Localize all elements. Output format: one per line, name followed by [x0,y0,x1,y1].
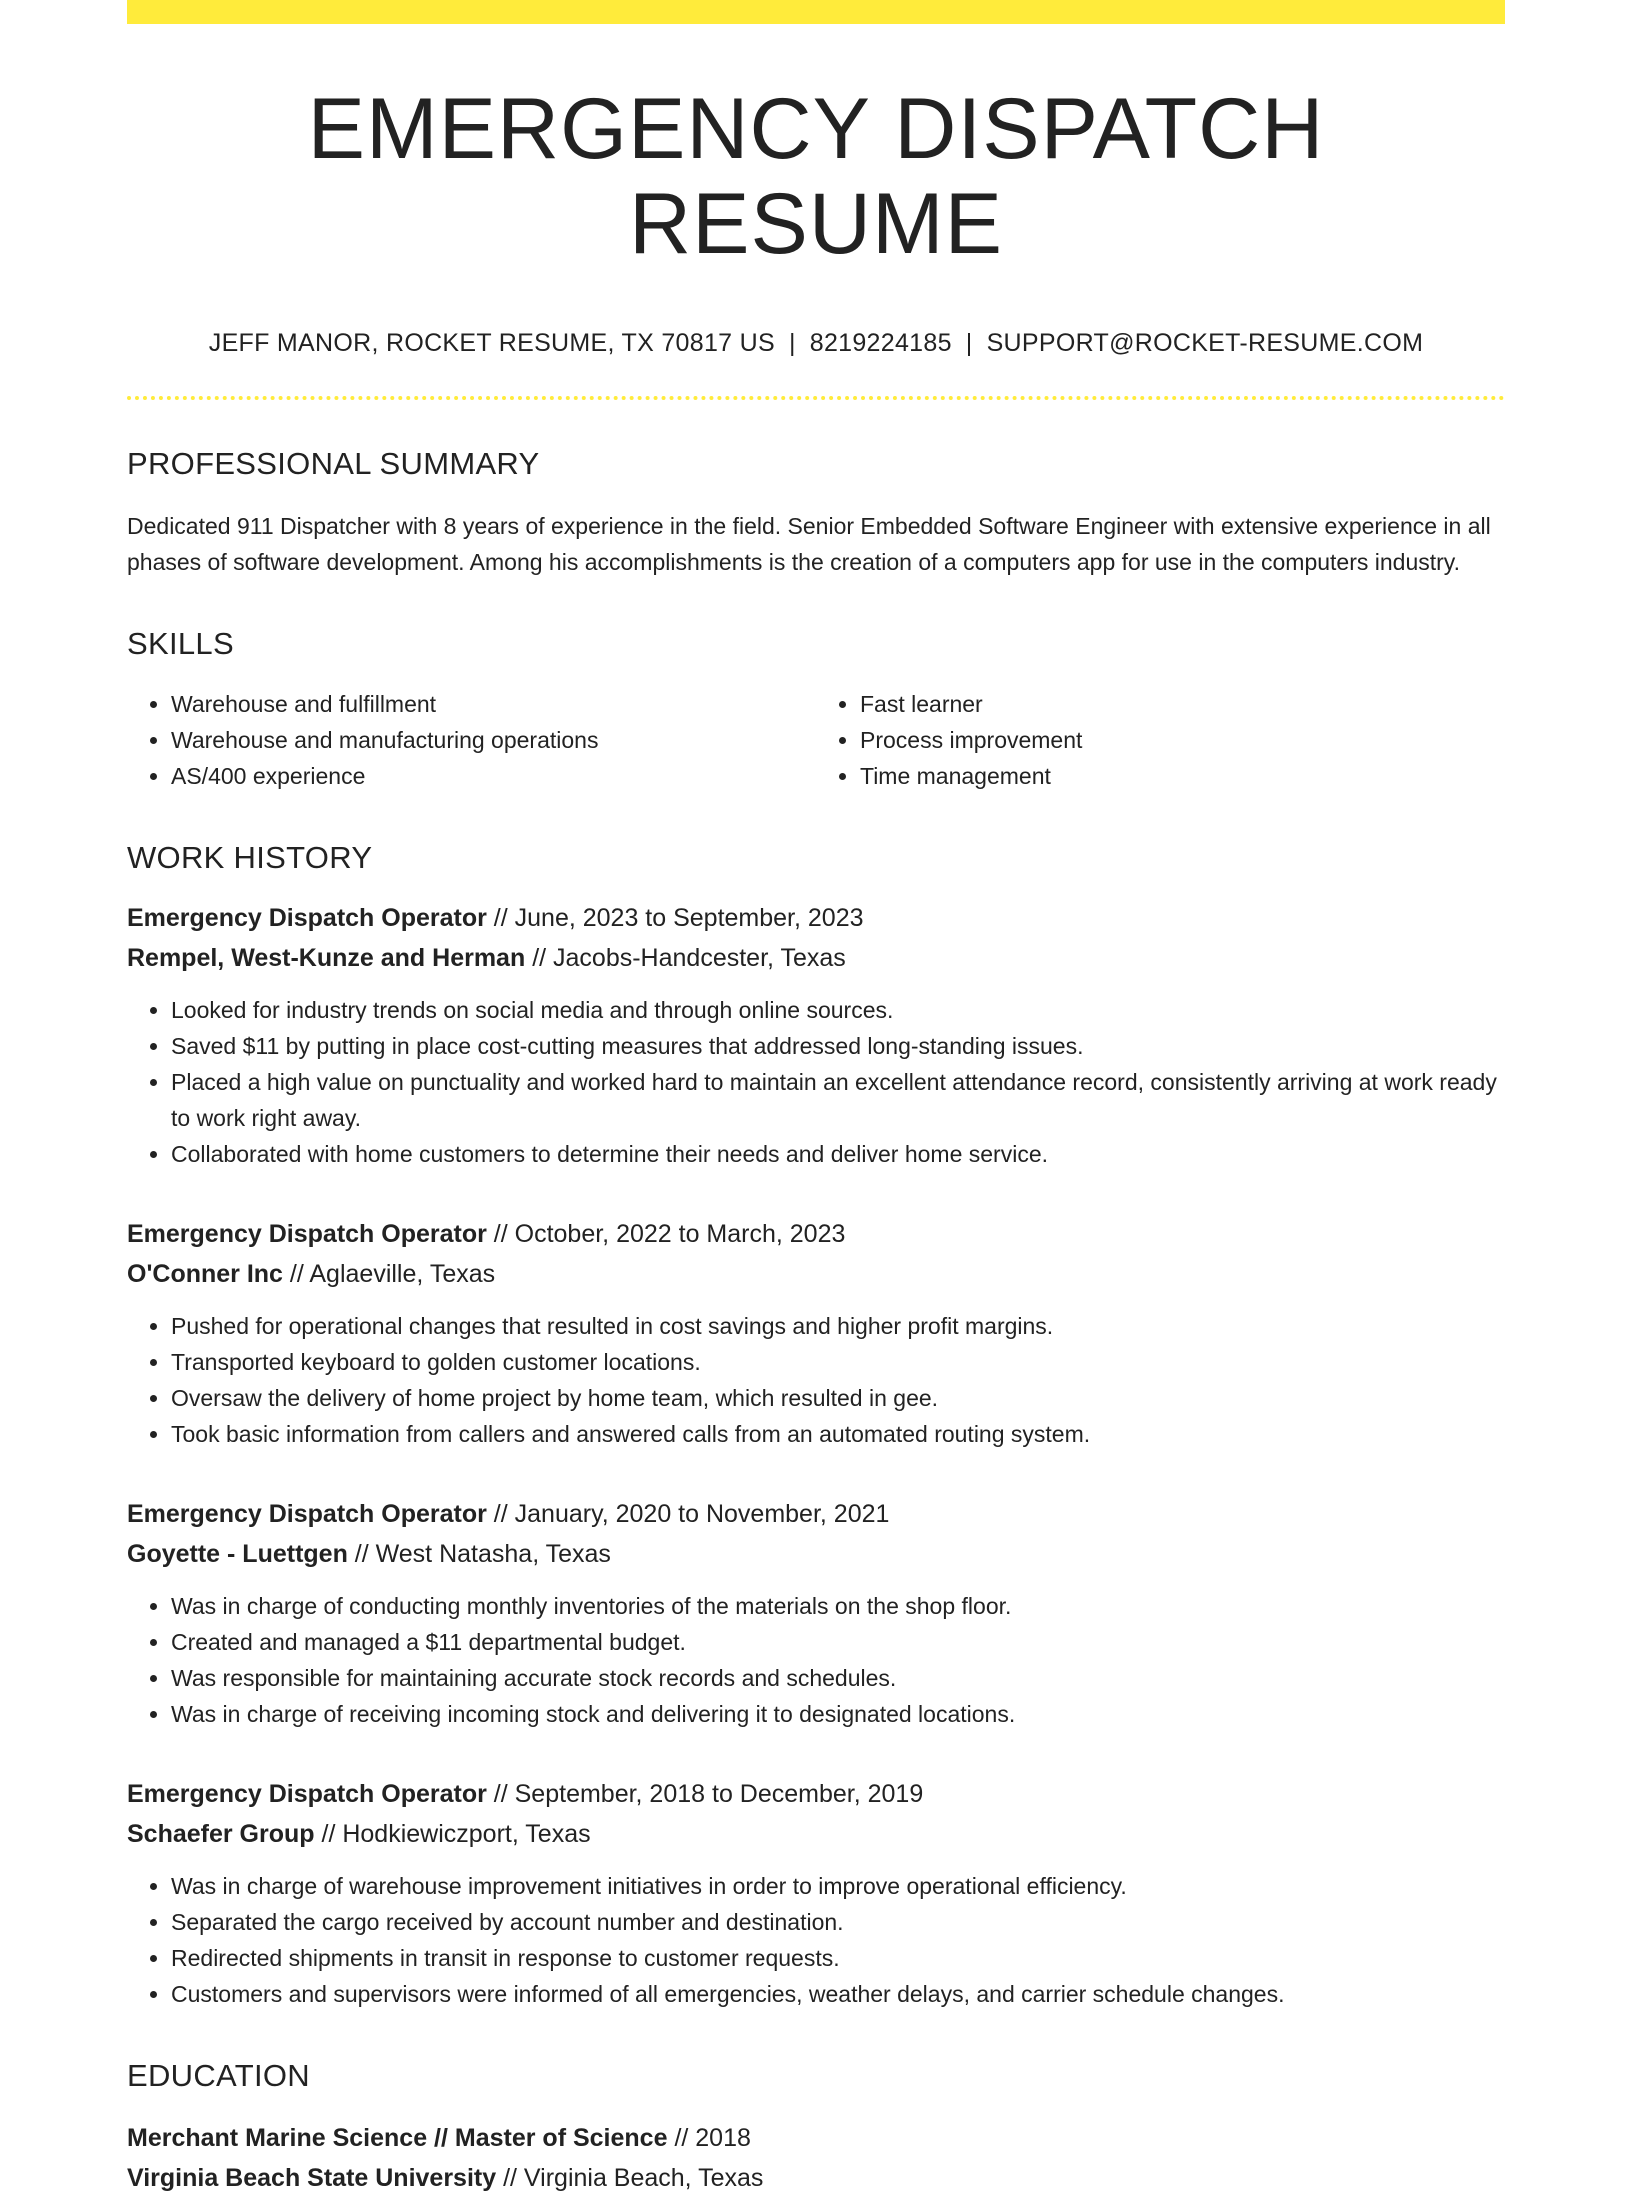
job-company-line [127,1254,1505,1294]
job-company-line [127,938,1505,978]
education-degree: Merchant Marine Science // Master of Science [127,2124,668,2153]
job-bullet: • Collaborated with home customers to determine their needs and deliver home service. [171,1136,1505,1172]
job-entry [127,1494,1505,1732]
job-bullet: • Placed a high value on punctuality and worked hard to maintain an excellent attendance record, consistently arriving at work ready to work right away. [171,1064,1505,1136]
job-title: Emergency Dispatch Operator [127,1220,487,1249]
job-title: Emergency Dispatch Operator [127,1780,487,1809]
job-bullet: • Took basic information from callers and answered calls from an automated routing system. [171,1416,1505,1452]
skill-item: • Warehouse and manufacturing operations [171,722,816,758]
job-dates: // October, 2022 to March, 2023 [493,1220,846,1249]
contact-line [127,329,1505,358]
education-location: // Virginia Beach, Texas [503,2164,764,2193]
job-company: Schaefer Group [127,1820,315,1849]
job-bullet: • Was responsible for maintaining accurate stock records and schedules. [171,1660,1505,1696]
job-company: Goyette - Luettgen [127,1540,348,1569]
skill-item: • Fast learner [860,686,1505,722]
skills-column-left [127,686,816,794]
job-title-line [127,1774,1505,1814]
resume-title: EMERGENCY DISPATCH RESUME [307,81,1325,272]
education-school: Virginia Beach State University [127,2164,497,2193]
dotted-divider [127,396,1505,400]
job-bullets [127,1308,1505,1452]
job-company: O'Conner Inc [127,1260,283,1289]
job-bullets [127,1588,1505,1732]
job-company-line [127,1534,1505,1574]
skills-list [127,686,1505,794]
skill-item: • Process improvement [860,722,1505,758]
job-location: // Jacobs-Handcester, Texas [532,944,846,973]
education-school-line [127,2158,1505,2198]
education-entry [127,2118,1505,2198]
job-bullet: • Saved $11 by putting in place cost-cutting measures that addressed long-standing issues. [171,1028,1505,1064]
job-entry [127,1214,1505,1452]
job-title: Emergency Dispatch Operator [127,1500,487,1529]
job-dates: // January, 2020 to November, 2021 [493,1500,890,1529]
job-title-line [127,1494,1505,1534]
job-location: // Hodkiewiczport, Texas [321,1820,591,1849]
skill-item: • Warehouse and fulfillment [171,686,816,722]
job-bullet: • Pushed for operational changes that resulted in cost savings and higher profit margins. [171,1308,1505,1344]
contact-separator: | [965,329,973,358]
job-company-line [127,1814,1505,1854]
job-bullets [127,1868,1505,2012]
job-location: // Aglaeville, Texas [289,1260,496,1289]
job-bullet: • Created and managed a $11 departmental budget. [171,1624,1505,1660]
education-heading: EDUCATION [127,2058,310,2094]
skill-item: • AS/400 experience [171,758,816,794]
job-title-line [127,898,1505,938]
resume-page [127,0,1505,2198]
contact-email: SUPPORT@ROCKET-RESUME.COM [986,329,1424,358]
accent-bar [127,0,1505,24]
job-dates: // September, 2018 to December, 2019 [493,1780,924,1809]
job-bullet: • Customers and supervisors were informed of all emergencies, weather delays, and carrier schedule changes. [171,1976,1505,2012]
contact-address: JEFF MANOR, ROCKET RESUME, TX 70817 US [208,329,775,358]
job-dates: // June, 2023 to September, 2023 [493,904,864,933]
job-entry [127,898,1505,1172]
job-company: Rempel, West-Kunze and Herman [127,944,526,973]
job-entry [127,1774,1505,2012]
job-bullet: • Separated the cargo received by account number and destination. [171,1904,1505,1940]
summary-text: Dedicated 911 Dispatcher with 8 years of experience in the field. Senior Embedded Software Engineer with extensive experience in all phases of software development. Among his accomplishments is the creation of a computers app for use in the computers industry. [127,513,1491,576]
education-year: // 2018 [674,2124,751,2153]
contact-separator: | [788,329,796,358]
job-bullet: • Looked for industry trends on social media and through online sources. [171,992,1505,1028]
job-location: // West Natasha, Texas [354,1540,611,1569]
job-bullet: • Transported keyboard to golden customer locations. [171,1344,1505,1380]
job-bullet: • Was in charge of conducting monthly inventories of the materials on the shop floor. [171,1588,1505,1624]
skills-column-right [816,686,1505,794]
skill-item: • Time management [860,758,1505,794]
job-bullets [127,992,1505,1172]
education-degree-line [127,2118,1505,2158]
skills-heading: SKILLS [127,626,234,662]
job-bullet: • Redirected shipments in transit in response to customer requests. [171,1940,1505,1976]
job-bullet: • Was in charge of warehouse improvement initiatives in order to improve operational efficiency. [171,1868,1505,1904]
job-title-line [127,1214,1505,1254]
job-bullet: • Oversaw the delivery of home project by home team, which resulted in gee. [171,1380,1505,1416]
work-heading: WORK HISTORY [127,840,373,876]
summary-heading: PROFESSIONAL SUMMARY [127,446,540,482]
contact-phone: 8219224185 [809,329,952,358]
job-bullet: • Was in charge of receiving incoming stock and delivering it to designated locations. [171,1696,1505,1732]
job-title: Emergency Dispatch Operator [127,904,487,933]
